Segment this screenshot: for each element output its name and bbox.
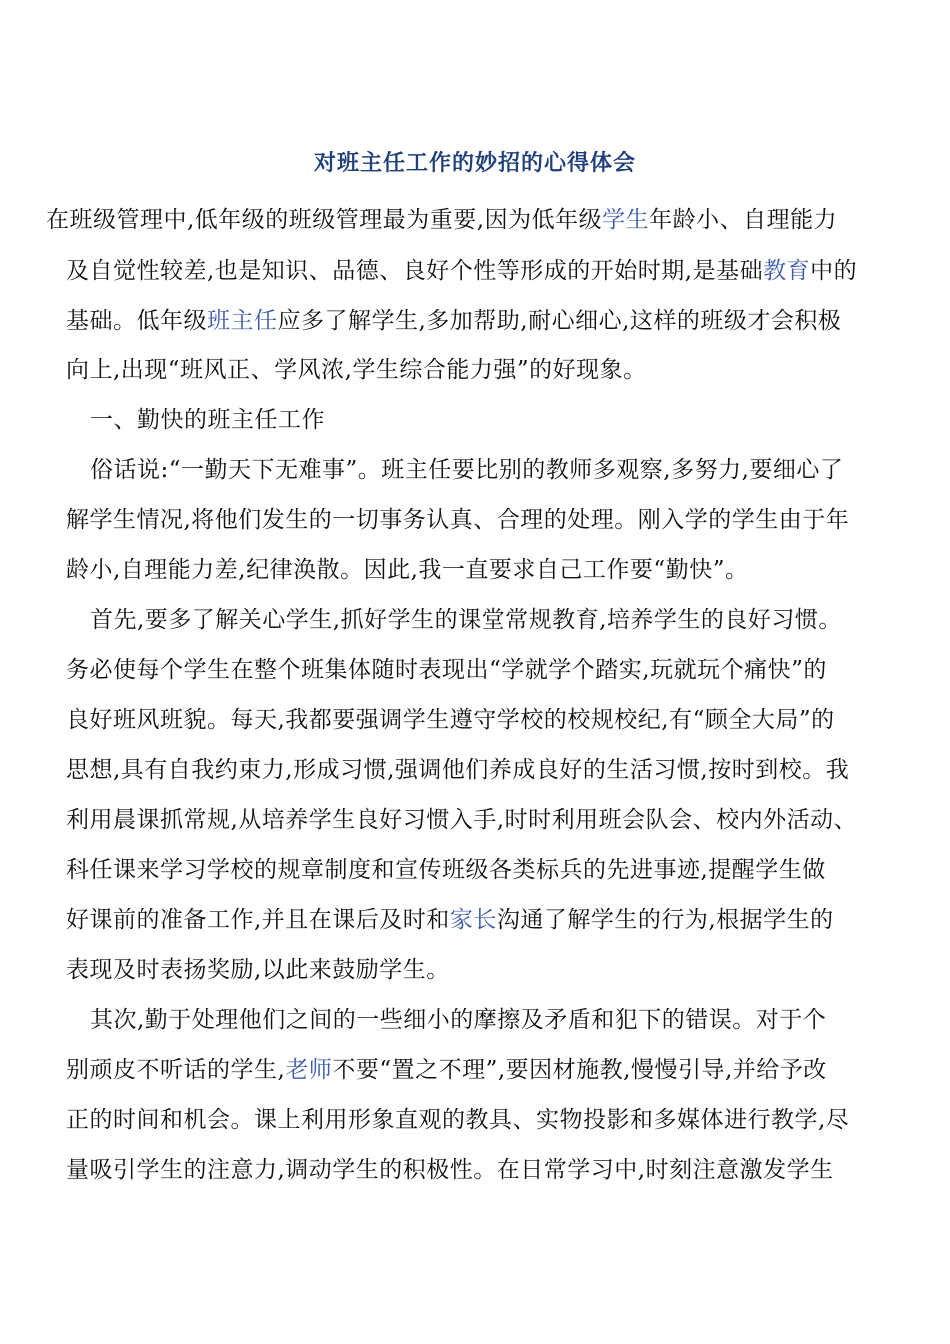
text-run: 及自觉性较差,也是知识、品德、良好个性等形成的开始时期,是基础 — [66, 258, 764, 284]
paragraph-line: 龄小,自理能力差,纪律涣散。因此,我一直要求自己工作要“勤快”。 — [66, 557, 749, 583]
text-run: 不要“置之不理”,要因材施教,慢慢引导,并给予改 — [332, 1057, 827, 1083]
paragraph-line: 表现及时表扬奖励,以此来鼓励学生。 — [66, 957, 450, 983]
paragraph-line: 俗话说:“一勤天下无难事”。班主任要比别的教师多观察,多努力,要细心了 — [90, 457, 844, 483]
paragraph-line: 利用晨课抓常规,从培养学生良好习惯入手,时时利用班会队会、校内外活动、 — [66, 807, 858, 833]
text-run: 沟通了解学生的行为,根据学生的 — [496, 907, 834, 933]
paragraph-line: 科任课来学习学校的规章制度和宣传班级各类标兵的先进事迹,提醒学生做 — [66, 857, 826, 883]
paragraph-line: 良好班风班貌。每天,我都要强调学生遵守学校的校规校纪,有“顾全大局”的 — [66, 707, 835, 733]
text-run: 应多了解学生,多加帮助,耐心细心,这样的班级才会积极 — [277, 308, 842, 334]
link-head-teacher[interactable]: 班主任 — [207, 308, 278, 334]
paragraph-line — [66, 256, 857, 286]
text-run: 在班级管理中,低年级的班级管理最为重要,因为低年级 — [46, 207, 603, 233]
paragraph-line: 首先,要多了解关心学生,抓好学生的课堂常规教育,培养学生的良好习惯。 — [90, 607, 842, 633]
paragraph-line — [66, 1055, 827, 1085]
text-run: 别顽皮不听话的学生, — [66, 1057, 286, 1083]
link-parent[interactable]: 家长 — [449, 907, 497, 933]
text-run: 基础。低年级 — [66, 308, 207, 334]
paragraph-line — [46, 205, 837, 235]
text-run: 年龄小、自理能力 — [649, 207, 838, 233]
text-run: 好课前的准备工作,并且在课后及时和 — [66, 907, 450, 933]
text-run: 中的 — [810, 258, 858, 284]
paragraph-line: 其次,勤于处理他们之间的一些细小的摩擦及矛盾和犯下的错误。对于个 — [90, 1007, 827, 1033]
paragraph-line — [66, 306, 841, 336]
link-teacher[interactable]: 老师 — [285, 1057, 333, 1083]
section-heading: 一、勤快的班主任工作 — [90, 407, 325, 433]
paragraph-line: 思想,具有自我约束力,形成习惯,强调他们养成良好的生活习惯,按时到校。我 — [66, 757, 850, 783]
link-student[interactable]: 学生 — [602, 207, 650, 233]
document-title: 对班主任工作的妙招的心得体会 — [313, 150, 636, 176]
link-education[interactable]: 教育 — [763, 258, 811, 284]
paragraph-line: 正的时间和机会。课上利用形象直观的教具、实物投影和多媒体进行教学,尽 — [66, 1107, 850, 1133]
paragraph-line — [66, 905, 834, 935]
paragraph-line: 量吸引学生的注意力,调动学生的积极性。在日常学习中,时刻注意激发学生 — [66, 1157, 834, 1183]
paragraph-line: 向上,出现“班风正、学风浓,学生综合能力强”的好现象。 — [66, 357, 647, 383]
paragraph-line: 解学生情况,将他们发生的一切事务认真、合理的处理。刚入学的学生由于年 — [66, 507, 850, 533]
paragraph-line: 务必使每个学生在整个班集体随时表现出“学就学个踏实,玩就玩个痛快”的 — [66, 657, 827, 683]
